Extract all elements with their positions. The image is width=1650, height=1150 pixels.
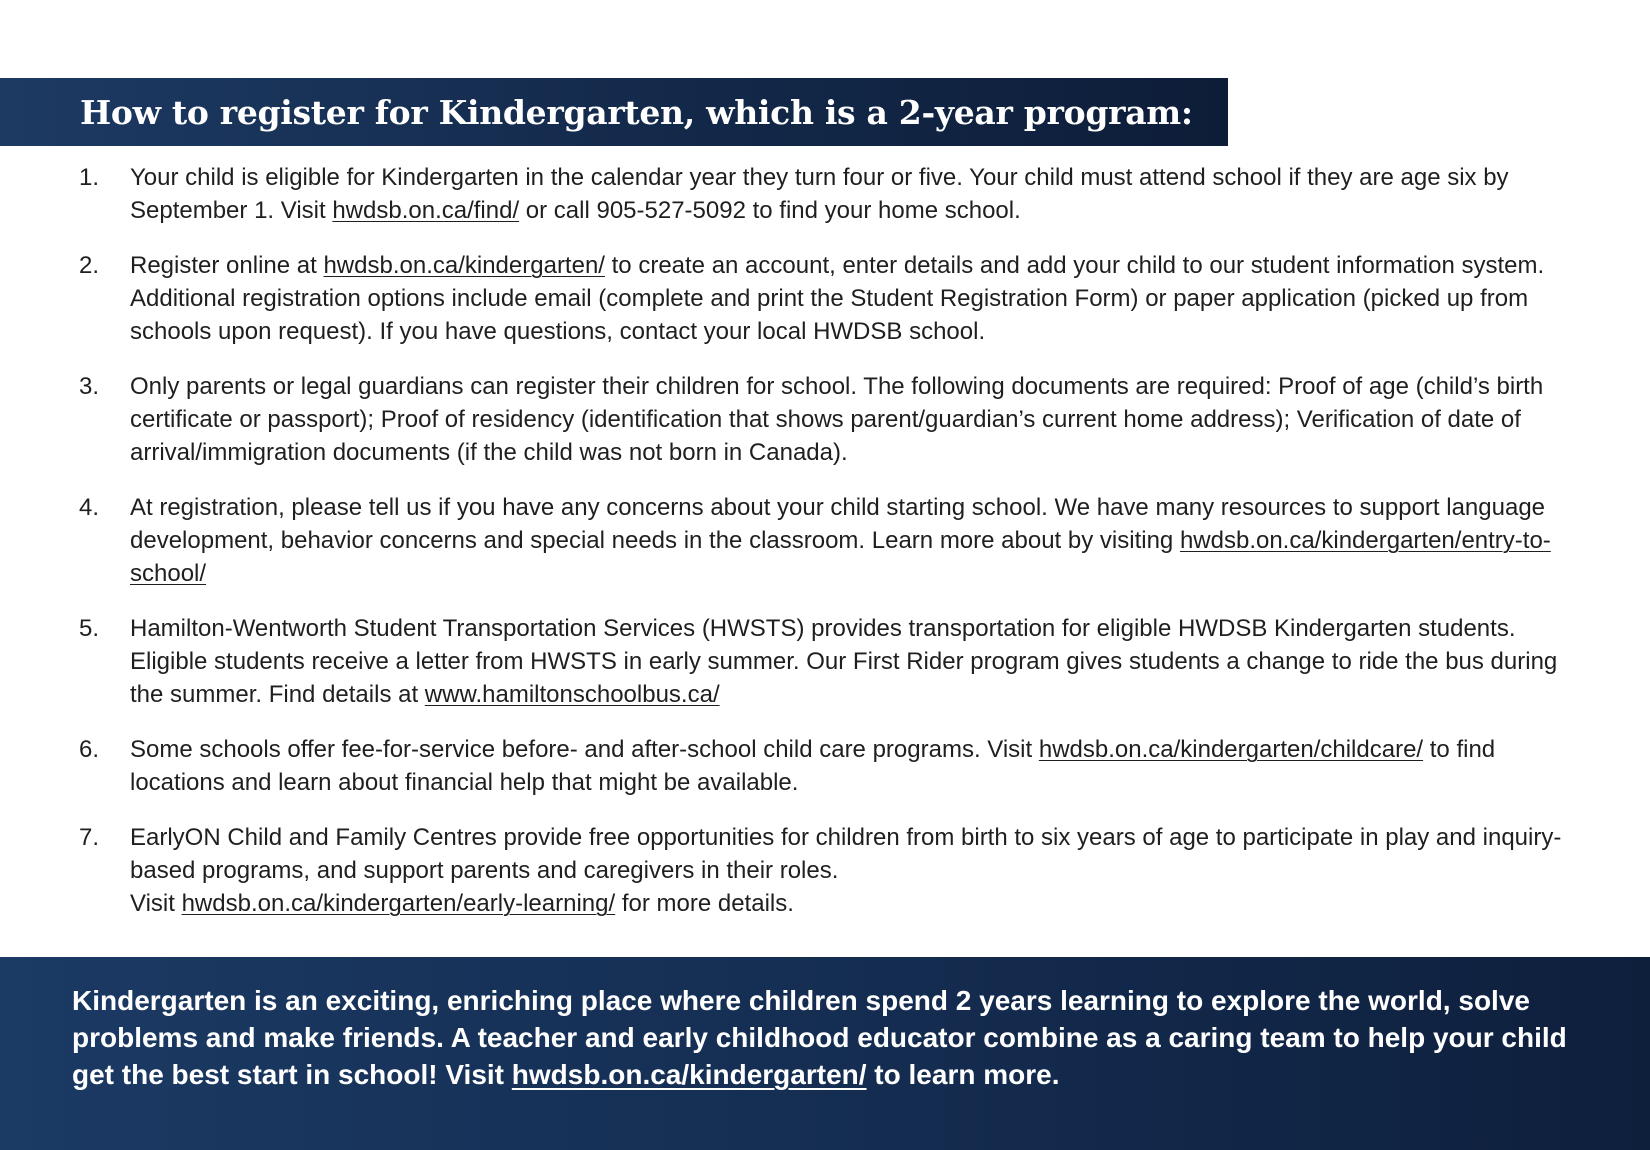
step-text-segment: Visit xyxy=(130,890,182,917)
step-number: 4. xyxy=(79,494,100,521)
step-text-segment: to find locations and learn about financial help that might be available. xyxy=(130,736,1496,796)
step-number: 5. xyxy=(79,615,100,642)
list-item xyxy=(79,161,1579,227)
step-number: 6. xyxy=(79,736,100,763)
step-text-segment: At registration, please tell us if you have any concerns about your child starting school. We have many resources to support language development, behavior concerns and special needs in the classroom. Learn more about by visiting xyxy=(130,494,1546,554)
step-text-segment: Register online at xyxy=(130,252,324,279)
list-item xyxy=(79,491,1579,590)
list-item xyxy=(79,249,1579,348)
step-text-segment: or call 905-527-5092 to find your home school. xyxy=(519,197,1021,224)
list-item xyxy=(79,612,1579,711)
step-number: 2. xyxy=(79,252,100,279)
page-title: How to register for Kindergarten, which is a 2-year program: xyxy=(80,92,1193,132)
list-item xyxy=(79,733,1579,799)
step-text xyxy=(130,252,1544,345)
step-text xyxy=(130,494,1551,587)
early-learning-link[interactable]: hwdsb.on.ca/kindergarten/early-learning/ xyxy=(181,890,616,917)
step-number: 3. xyxy=(79,373,100,400)
step-text-segment: Your child is eligible for Kindergarten in the calendar year they turn four or five. Your child must attend school if they are age six by September 1. Visit xyxy=(130,164,1509,224)
step-text-segment: Some schools offer fee-for-service before- and after-school child care programs. Visit xyxy=(130,736,1039,763)
step-text xyxy=(130,824,1561,917)
footer-kindergarten-link[interactable]: hwdsb.on.ca/kindergarten/ xyxy=(511,1059,867,1090)
kindergarten-register-link[interactable]: hwdsb.on.ca/kindergarten/ xyxy=(323,252,605,279)
step-text xyxy=(130,373,1543,466)
step-text-segment: Only parents or legal guardians can register their children for school. The following documents are required: Proof of age (child’s birth certificate or passport); Proof of residency (identification that shows parent/guardian’s current home address); Verification of date of arrival/immigration documents (if the child was not born in Canada). xyxy=(130,373,1544,466)
list-item xyxy=(79,370,1579,469)
step-text xyxy=(130,164,1509,224)
step-text xyxy=(130,615,1557,708)
school-bus-link[interactable]: www.hamiltonschoolbus.ca/ xyxy=(424,681,720,708)
list-item xyxy=(79,821,1579,920)
footer-banner xyxy=(0,957,1650,1150)
find-school-link[interactable]: hwdsb.on.ca/find/ xyxy=(332,197,520,224)
entry-to-school-link[interactable]: hwdsb.on.ca/kindergarten/entry-to-school/ xyxy=(130,527,1551,587)
step-text-segment: for more details. xyxy=(615,890,794,917)
childcare-link[interactable]: hwdsb.on.ca/kindergarten/childcare/ xyxy=(1038,736,1424,763)
footer-text xyxy=(72,982,1580,1093)
step-text-segment: Hamilton-Wentworth Student Transportation Services (HWSTS) provides transportation for eligible HWDSB Kindergarten students. Eligible students receive a letter from HWSTS in early summer. Our First Rider program gives students a change to ride the bus during the summer. Find details at xyxy=(130,615,1558,708)
footer-text-segment: Kindergarten is an exciting, enriching place where children spend 2 years learning to explore the world, solve problems and make friends. A teacher and early childhood educator combine as a caring team to help your child get the best start in school! Visit xyxy=(72,985,1567,1090)
step-text-segment: to create an account, enter details and add your child to our student information system. Additional registration options include email (complete and print the Student Registration Form) or paper application (picked up from schools upon request). If you have questions, contact your local HWDSB school. xyxy=(130,252,1545,345)
step-number: 1. xyxy=(79,164,100,191)
step-number: 7. xyxy=(79,824,100,851)
header-banner xyxy=(0,78,1228,146)
step-text-segment: EarlyON Child and Family Centres provide free opportunities for children from birth to six years of age to participate in play and inquiry-based programs, and support parents and caregivers in their roles. xyxy=(130,824,1562,884)
step-text xyxy=(130,736,1495,796)
footer-text-segment: to learn more. xyxy=(866,1059,1060,1090)
registration-steps-list xyxy=(79,161,1579,942)
